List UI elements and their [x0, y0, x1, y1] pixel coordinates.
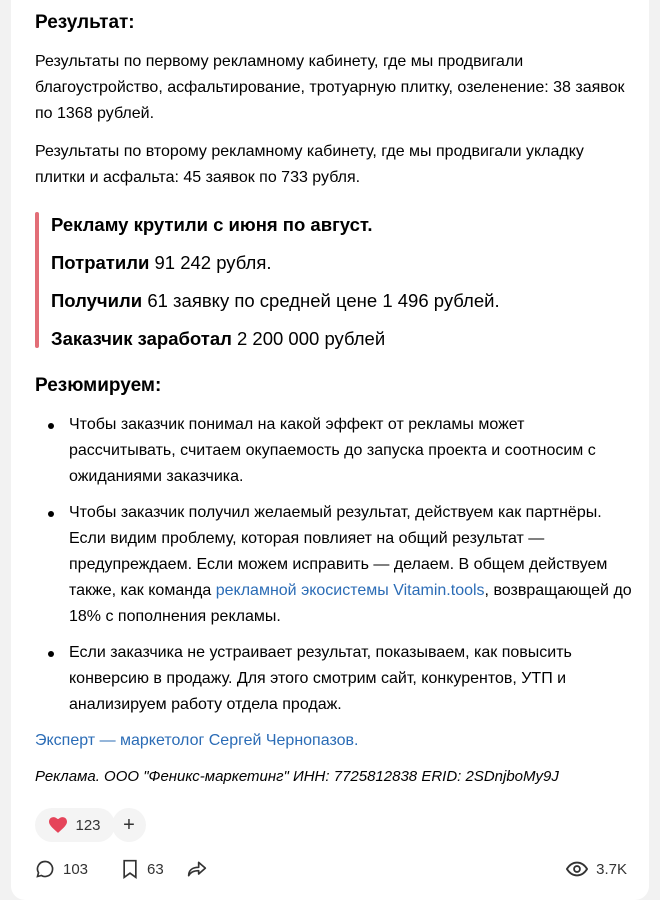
quote-bar	[35, 212, 39, 348]
quote-line-2: Потратили 91 242 рубля.	[51, 252, 272, 273]
heart-icon	[49, 817, 67, 833]
summary-heading: Резюмируем:	[35, 375, 162, 396]
views-counter	[566, 855, 627, 883]
add-reaction-button[interactable]	[112, 808, 146, 842]
comments-button[interactable]	[35, 855, 88, 883]
bookmarks-count: 63	[147, 860, 164, 878]
vitamin-tools-link[interactable]: рекламной экосистемы Vitamin.tools	[215, 582, 485, 599]
summary-list	[35, 412, 635, 728]
share-arrow-icon	[187, 860, 207, 878]
bookmark-icon	[121, 859, 139, 879]
comment-icon	[35, 859, 55, 879]
result-paragraph-2: Результаты по второму рекламному кабинету, где мы продвигали укладку плитки и асфальта: 45 заявок по 733 рубля.	[35, 143, 584, 186]
list-item: Чтобы заказчик понимал на какой эффект от рекламы может рассчитывать, считаем окупаемость до запуска проекта и соотносим с ожиданиями заказчика.	[35, 412, 635, 490]
list-item: Чтобы заказчик получил желаемый результат, действуем как партнёры. Если видим проблему, которая повлияет на общий результат — предупреждаем. Если можем исправить — делаем. В общем действуем также, как команда рекламной экосистемы Vitamin.tools, возвращающей до 18% с пополнения рекламы.	[35, 500, 635, 630]
expert-link[interactable]: Эксперт — маркетолог Сергей Чернопазов.	[35, 732, 359, 749]
like-button[interactable]	[35, 808, 115, 842]
quote-line-3: Получили 61 заявку по средней цене 1 496 рублей.	[51, 290, 500, 311]
comments-count: 103	[63, 860, 89, 878]
quote-line-1: Рекламу крутили с июня по август.	[51, 214, 373, 235]
result-heading: Результат:	[35, 12, 135, 33]
share-button[interactable]	[187, 855, 207, 883]
post-footer	[35, 855, 627, 883]
list-item: Если заказчика не устраивает результат, показываем, как повысить конверсию в продажу. Для этого смотрим сайт, конкурентов, УТП и анализируем работу отдела продаж.	[35, 640, 635, 718]
ad-disclaimer: Реклама. ООО "Феникс-маркетинг" ИНН: 7725812838 ERID: 2SDnjboMy9J	[35, 768, 559, 785]
views-count: 3.7K	[596, 860, 627, 878]
bookmark-button[interactable]	[121, 855, 164, 883]
plus-icon: +	[123, 813, 135, 836]
result-paragraph-1: Результаты по первому рекламному кабинету, где мы продвигали благоустройство, асфальтирование, тротуарную плитку, озеленение: 38 заявок по 1368 рублей.	[35, 53, 625, 122]
like-count: 123	[75, 816, 101, 834]
quote-line-4: Заказчик заработал 2 200 000 рублей	[51, 328, 386, 349]
eye-icon	[566, 861, 588, 877]
article-card	[11, 0, 649, 900]
